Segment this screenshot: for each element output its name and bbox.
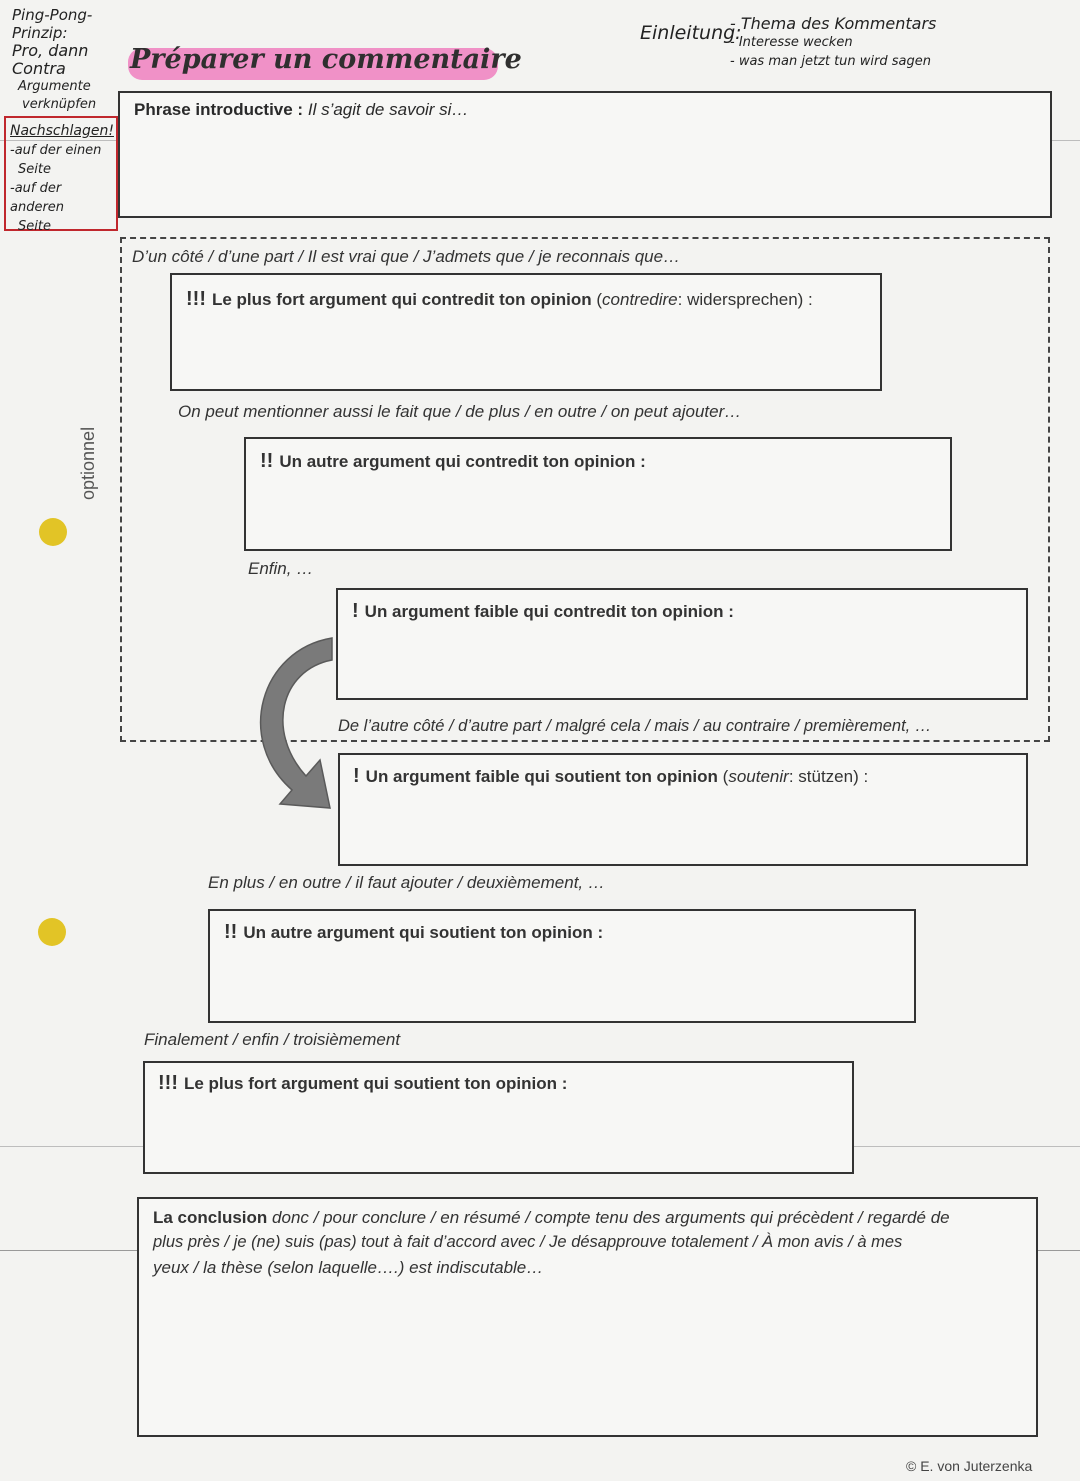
argument-text: Un autre argument qui contredit ton opinion : — [279, 452, 646, 471]
argument-text: Un argument faible qui contredit ton opinion : — [364, 602, 734, 621]
argument-text: Le plus fort argument qui soutient ton opinion : — [183, 1074, 568, 1093]
connector-3: Enfin, … — [248, 559, 314, 578]
intro-label-bold: Phrase introductive : — [134, 100, 304, 119]
note-rest: : stützen) : — [788, 767, 869, 786]
connector-1: D’un côté / d’une part / Il est vrai que / J’admets que / je reconnais que… — [132, 247, 681, 266]
note-term: soutenir — [728, 767, 789, 786]
importance-marks: !! — [260, 450, 274, 472]
argument-label-5 — [224, 921, 603, 944]
curved-arrow-icon — [240, 630, 340, 830]
ping-pong-line: verknüpfen — [22, 97, 97, 112]
note-open: ( — [722, 767, 729, 786]
punch-hole — [39, 518, 67, 546]
importance-marks: !!! — [186, 288, 206, 310]
optionnel-label: optionnel — [78, 426, 98, 500]
nachschlagen-line: Seite — [18, 162, 51, 177]
connector-4: De l’autre côté / d’autre part / malgré cela / mais / au contraire / premièrement, … — [338, 717, 932, 735]
copyright: © E. von Juterzenka — [906, 1458, 1033, 1474]
punch-hole — [38, 918, 66, 946]
intro-label — [134, 100, 468, 120]
connector-2: On peut mentionner aussi le fait que / de plus / en outre / on peut ajouter… — [178, 402, 742, 421]
einleitung-list — [730, 14, 936, 71]
argument-text: Le plus fort argument qui contredit ton opinion — [211, 290, 592, 309]
einleitung-label: Einleitung: — [640, 22, 742, 44]
einleitung-item: - was man jetzt tun wird sagen — [730, 54, 931, 69]
conclusion-line-1: donc / pour conclure / en résumé / compte tenu des arguments qui précèdent / regardé de — [272, 1208, 950, 1227]
importance-marks: ! — [352, 600, 359, 622]
ping-pong-line: Ping-Pong-Prinzip: — [12, 6, 93, 42]
argument-label-2 — [260, 450, 646, 473]
note-term: contredire — [602, 290, 678, 309]
conclusion-line-2: plus près / je (ne) suis (pas) tout à fait d’accord avec / Je désapprouve totalement / À mon avis / à mes — [153, 1233, 903, 1251]
nachschlagen-line: Seite — [18, 219, 51, 234]
importance-marks: !! — [224, 921, 238, 943]
note-rest: : widersprechen) : — [677, 290, 813, 309]
conclusion-label: La conclusion — [153, 1208, 268, 1227]
ping-pong-line: Pro, dann Contra — [12, 41, 89, 78]
argument-text: Un autre argument qui soutient ton opinion : — [243, 923, 604, 942]
note-open: ( — [596, 290, 603, 309]
conclusion-line-3: yeux / la thèse (selon laquelle….) est indiscutable… — [153, 1258, 544, 1277]
einleitung-item: - Thema des Kommentars — [730, 14, 937, 33]
nachschlagen-title: Nachschlagen! — [10, 123, 114, 139]
einleitung-item: - Interesse wecken — [730, 35, 853, 50]
intro-text: Il s’agit de savoir si… — [307, 100, 469, 119]
nachschlagen-line: -auf der anderen — [10, 181, 65, 215]
argument-label-6 — [158, 1072, 567, 1095]
connector-5: En plus / en outre / il faut ajouter / deuxièmement, … — [208, 873, 605, 892]
argument-label-1 — [186, 288, 813, 311]
argument-label-3 — [352, 600, 734, 623]
argument-label-4 — [353, 765, 868, 788]
argument-text: Un argument faible qui soutient ton opinion — [365, 767, 718, 786]
page-title: Préparer un commentaire — [130, 44, 522, 75]
ping-pong-line: Argumente — [18, 79, 91, 94]
importance-marks: ! — [353, 765, 360, 787]
importance-marks: !!! — [158, 1072, 178, 1094]
nachschlagen-line: -auf der einen — [10, 143, 102, 158]
conclusion-text — [153, 1205, 1023, 1280]
connector-6: Finalement / enfin / troisièmement — [144, 1030, 401, 1049]
nachschlagen-note — [4, 116, 118, 234]
